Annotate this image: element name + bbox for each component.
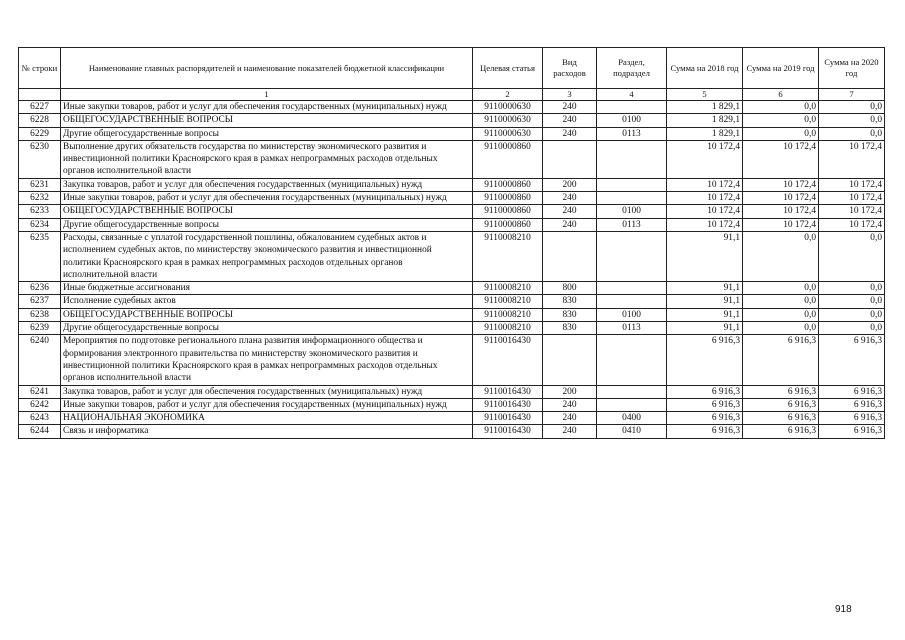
table-row [19,335,885,385]
table-row [19,385,885,398]
row-number-cell: 6238 [19,308,61,321]
row-number-cell: 6228 [19,114,61,127]
table-row [19,218,885,231]
target-article-cell: 9110000630 [473,114,543,127]
section-cell [597,101,667,114]
sum-2018-cell: 10 172,4 [667,218,743,231]
row-number-cell: 6237 [19,295,61,308]
expense-type-cell [543,140,597,178]
expense-type-cell: 200 [543,178,597,191]
section-cell [597,282,667,295]
target-article-cell: 9110008210 [473,322,543,335]
target-article-cell: 9110000860 [473,218,543,231]
item-name-cell: НАЦИОНАЛЬНАЯ ЭКОНОМИКА [61,412,473,425]
expense-type-cell: 830 [543,308,597,321]
budget-document-page [18,47,884,439]
sum-2019-cell: 0,0 [743,308,819,321]
sum-2018-cell: 10 172,4 [667,178,743,191]
sum-2018-cell: 10 172,4 [667,140,743,178]
sum-2020-cell: 0,0 [819,114,885,127]
section-cell [597,192,667,205]
header-sum-2020: Сумма на 2020 год [819,48,885,89]
expense-type-cell: 240 [543,398,597,411]
section-cell: 0113 [597,127,667,140]
column-number: 2 [473,89,543,101]
section-cell: 0113 [597,322,667,335]
sum-2019-cell: 6 916,3 [743,335,819,385]
header-sum-2019: Сумма на 2019 год [743,48,819,89]
sum-2018-cell: 6 916,3 [667,425,743,438]
table-row [19,127,885,140]
target-article-cell: 9110000630 [473,101,543,114]
sum-2019-cell: 10 172,4 [743,178,819,191]
target-article-cell: 9110000860 [473,140,543,178]
table-row [19,322,885,335]
column-number: 5 [667,89,743,101]
row-number-cell: 6234 [19,218,61,231]
header-name: Наименование главных распорядителей и наименование показателей бюджетной классификации [61,48,473,89]
sum-2018-cell: 91,1 [667,231,743,281]
sum-2018-cell: 91,1 [667,322,743,335]
expense-type-cell: 240 [543,127,597,140]
sum-2018-cell: 10 172,4 [667,205,743,218]
sum-2019-cell: 6 916,3 [743,412,819,425]
sum-2018-cell: 91,1 [667,308,743,321]
target-article-cell: 9110016430 [473,412,543,425]
item-name-cell: Расходы, связанные с уплатой государственной пошлины, обжалованием судебных актов и исполнением судебных актов, по министерству экономического развития и инвестиционной политики Красноярского края в рамках непрограммных расходов отдельных органов исполнительной власти [61,231,473,281]
target-article-cell: 9110000860 [473,178,543,191]
sum-2019-cell: 0,0 [743,231,819,281]
target-article-cell: 9110008210 [473,308,543,321]
sum-2019-cell: 0,0 [743,322,819,335]
sum-2019-cell: 0,0 [743,127,819,140]
row-number-cell: 6230 [19,140,61,178]
row-number-cell: 6227 [19,101,61,114]
target-article-cell: 9110000630 [473,127,543,140]
row-number-cell: 6243 [19,412,61,425]
sum-2020-cell: 10 172,4 [819,218,885,231]
expense-type-cell: 240 [543,114,597,127]
section-cell: 0400 [597,412,667,425]
expense-type-cell: 240 [543,101,597,114]
item-name-cell: Закупка товаров, работ и услуг для обеспечения государственных (муниципальных) нужд [61,385,473,398]
target-article-cell: 9110016430 [473,398,543,411]
item-name-cell: Мероприятия по подготовке регионального плана развития информационного общества и формирования электронного правительства по министерству экономического развития и инвестиционной политики Красноярского края в рамках непрограммных расходов отдельных органов исполнительной власти [61,335,473,385]
sum-2019-cell: 0,0 [743,282,819,295]
table-row [19,231,885,281]
sum-2019-cell: 6 916,3 [743,385,819,398]
item-name-cell: ОБЩЕГОСУДАРСТВЕННЫЕ ВОПРОСЫ [61,308,473,321]
column-number: 3 [543,89,597,101]
section-cell: 0100 [597,205,667,218]
sum-2020-cell: 10 172,4 [819,178,885,191]
sum-2019-cell: 0,0 [743,295,819,308]
column-number: 6 [743,89,819,101]
expense-type-cell: 830 [543,322,597,335]
page-number: 918 [835,604,852,615]
target-article-cell: 9110000860 [473,205,543,218]
sum-2018-cell: 6 916,3 [667,412,743,425]
sum-2018-cell: 1 829,1 [667,127,743,140]
sum-2020-cell: 6 916,3 [819,398,885,411]
row-number-cell: 6241 [19,385,61,398]
target-article-cell: 9110000860 [473,192,543,205]
table-row [19,205,885,218]
expense-type-cell: 240 [543,218,597,231]
table-row [19,412,885,425]
sum-2018-cell: 6 916,3 [667,398,743,411]
section-cell [597,140,667,178]
sum-2019-cell: 0,0 [743,114,819,127]
table-row [19,178,885,191]
sum-2020-cell: 0,0 [819,308,885,321]
sum-2019-cell: 10 172,4 [743,140,819,178]
section-cell: 0113 [597,218,667,231]
section-cell: 0100 [597,308,667,321]
target-article-cell: 9110008210 [473,231,543,281]
item-name-cell: Иные бюджетные ассигнования [61,282,473,295]
header-section: Раздел, подраздел [597,48,667,89]
table-header-row [19,48,885,89]
sum-2018-cell: 10 172,4 [667,192,743,205]
sum-2018-cell: 1 829,1 [667,114,743,127]
expense-type-cell: 240 [543,192,597,205]
row-number-cell: 6244 [19,425,61,438]
row-number-cell: 6236 [19,282,61,295]
item-name-cell: ОБЩЕГОСУДАРСТВЕННЫЕ ВОПРОСЫ [61,205,473,218]
sum-2020-cell: 0,0 [819,322,885,335]
sum-2019-cell: 6 916,3 [743,398,819,411]
item-name-cell: Закупка товаров, работ и услуг для обеспечения государственных (муниципальных) нужд [61,178,473,191]
sum-2019-cell: 10 172,4 [743,192,819,205]
sum-2020-cell: 0,0 [819,127,885,140]
row-number-cell: 6240 [19,335,61,385]
sum-2019-cell: 10 172,4 [743,205,819,218]
section-cell [597,335,667,385]
column-numbers-row [19,89,885,101]
item-name-cell: Иные закупки товаров, работ и услуг для обеспечения государственных (муниципальных) нужд [61,101,473,114]
item-name-cell: Другие общегосударственные вопросы [61,322,473,335]
sum-2020-cell: 6 916,3 [819,385,885,398]
column-number: 1 [61,89,473,101]
sum-2019-cell: 6 916,3 [743,425,819,438]
header-expense-type: Вид расходов [543,48,597,89]
table-row [19,398,885,411]
column-number: 4 [597,89,667,101]
sum-2020-cell: 6 916,3 [819,425,885,438]
target-article-cell: 9110008210 [473,282,543,295]
section-cell: 0410 [597,425,667,438]
sum-2018-cell: 1 829,1 [667,101,743,114]
target-article-cell: 9110016430 [473,335,543,385]
row-number-cell: 6239 [19,322,61,335]
sum-2020-cell: 10 172,4 [819,192,885,205]
sum-2019-cell: 10 172,4 [743,218,819,231]
sum-2019-cell: 0,0 [743,101,819,114]
header-row-number: № строки [19,48,61,89]
table-row [19,295,885,308]
section-cell [597,385,667,398]
section-cell [597,178,667,191]
target-article-cell: 9110016430 [473,385,543,398]
table-body [19,101,885,439]
sum-2020-cell: 0,0 [819,231,885,281]
column-number [19,89,61,101]
sum-2020-cell: 10 172,4 [819,140,885,178]
section-cell [597,398,667,411]
item-name-cell: ОБЩЕГОСУДАРСТВЕННЫЕ ВОПРОСЫ [61,114,473,127]
table-row [19,101,885,114]
table-row [19,308,885,321]
table-row [19,192,885,205]
expense-type-cell: 240 [543,205,597,218]
item-name-cell: Иные закупки товаров, работ и услуг для обеспечения государственных (муниципальных) нужд [61,192,473,205]
budget-table [18,47,885,439]
sum-2020-cell: 0,0 [819,282,885,295]
expense-type-cell [543,335,597,385]
table-row [19,282,885,295]
item-name-cell: Выполнение других обязательств государства по министерству экономического развития и инвестиционной политики Красноярского края в рамках непрограммных расходов отдельных органов исполнительной власти [61,140,473,178]
row-number-cell: 6235 [19,231,61,281]
sum-2018-cell: 6 916,3 [667,335,743,385]
section-cell [597,231,667,281]
table-row [19,140,885,178]
sum-2020-cell: 10 172,4 [819,205,885,218]
target-article-cell: 9110016430 [473,425,543,438]
expense-type-cell: 830 [543,295,597,308]
sum-2018-cell: 91,1 [667,295,743,308]
sum-2018-cell: 91,1 [667,282,743,295]
table-row [19,425,885,438]
sum-2020-cell: 6 916,3 [819,412,885,425]
header-sum-2018: Сумма на 2018 год [667,48,743,89]
row-number-cell: 6242 [19,398,61,411]
expense-type-cell: 240 [543,412,597,425]
row-number-cell: 6233 [19,205,61,218]
item-name-cell: Исполнение судебных актов [61,295,473,308]
item-name-cell: Связь и информатика [61,425,473,438]
target-article-cell: 9110008210 [473,295,543,308]
header-target-article: Целевая статья [473,48,543,89]
expense-type-cell: 200 [543,385,597,398]
sum-2020-cell: 0,0 [819,295,885,308]
row-number-cell: 6229 [19,127,61,140]
section-cell [597,295,667,308]
sum-2018-cell: 6 916,3 [667,385,743,398]
section-cell: 0100 [597,114,667,127]
row-number-cell: 6232 [19,192,61,205]
expense-type-cell: 800 [543,282,597,295]
column-number: 7 [819,89,885,101]
item-name-cell: Другие общегосударственные вопросы [61,127,473,140]
sum-2020-cell: 0,0 [819,101,885,114]
table-row [19,114,885,127]
sum-2020-cell: 6 916,3 [819,335,885,385]
expense-type-cell [543,231,597,281]
row-number-cell: 6231 [19,178,61,191]
item-name-cell: Другие общегосударственные вопросы [61,218,473,231]
item-name-cell: Иные закупки товаров, работ и услуг для обеспечения государственных (муниципальных) нужд [61,398,473,411]
expense-type-cell: 240 [543,425,597,438]
